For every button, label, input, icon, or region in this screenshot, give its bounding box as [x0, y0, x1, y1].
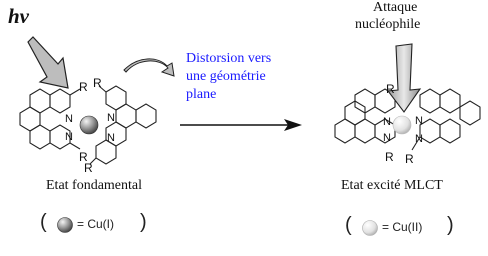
- r-label: R: [386, 82, 395, 96]
- n-label: N: [415, 133, 423, 145]
- r-label: R: [385, 150, 394, 164]
- n-label: N: [65, 113, 73, 125]
- transition-arrow: [180, 119, 302, 131]
- r-label: R: [79, 80, 88, 94]
- legend-right-open-paren: (: [345, 214, 352, 236]
- legend-left-text: = Cu(I): [77, 217, 115, 231]
- legend-left-close-paren: ): [140, 211, 147, 233]
- legend-left-open-paren: (: [40, 211, 47, 233]
- n-label: N: [383, 116, 391, 128]
- cu2-sphere-right: [393, 116, 411, 134]
- left-complex-ligand-right: [90, 86, 156, 164]
- legend-right-close-paren: ): [447, 214, 454, 236]
- attack-label-line1: Attaque: [373, 0, 418, 15]
- r-label: R: [405, 152, 414, 166]
- n-label: N: [107, 112, 115, 124]
- right-state-label: Etat excité MLCT: [341, 178, 443, 193]
- n-label: N: [383, 132, 391, 144]
- transition-label-line1: Distorsion vers: [186, 51, 272, 66]
- attack-label-line2: nucléophile: [355, 17, 421, 32]
- legend-cu2-sphere: [363, 221, 378, 236]
- r-label: R: [79, 150, 88, 164]
- rotation-arrow: [124, 59, 174, 76]
- photon-symbol: hν: [8, 4, 29, 28]
- left-state-label: Etat fondamental: [46, 178, 143, 193]
- legend-cu1-sphere: [58, 218, 73, 233]
- n-label: N: [65, 131, 73, 143]
- r-label: R: [93, 76, 102, 90]
- nucleophile-arrow: [388, 44, 420, 112]
- cu1-sphere-left: [80, 116, 98, 134]
- transition-label-line2: une géométrie: [186, 69, 266, 84]
- n-label: N: [107, 132, 115, 144]
- r-label: R: [84, 161, 93, 175]
- legend-right-text: = Cu(II): [382, 220, 423, 234]
- photon-arrow: [28, 37, 68, 88]
- n-label: N: [415, 115, 423, 127]
- transition-label-line3: plane: [186, 87, 217, 102]
